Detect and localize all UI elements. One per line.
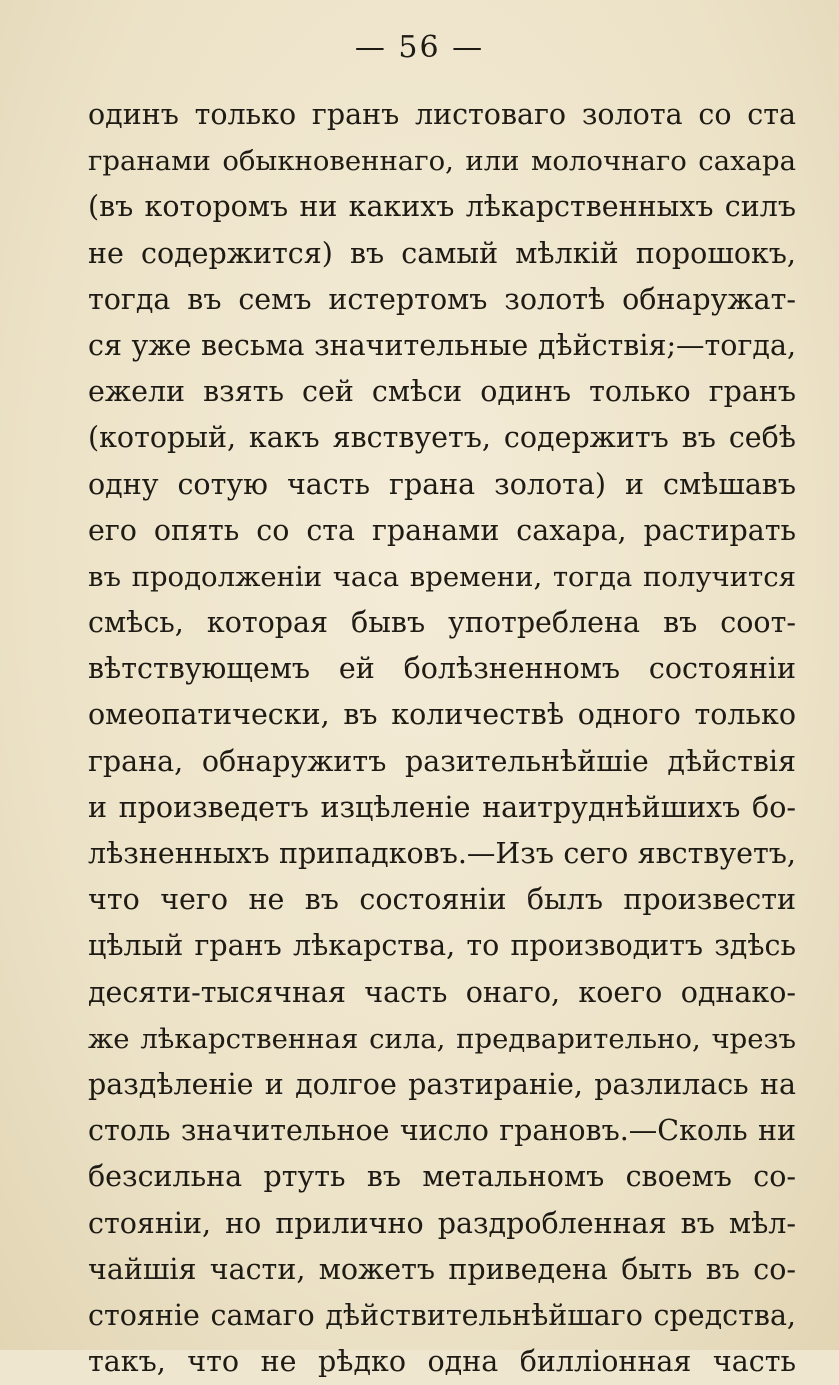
- text-line: тогда въ семъ истертомъ золотѣ обнаружат-: [88, 282, 796, 316]
- text-line: (въ которомъ ни какихъ лѣкарственныхъ силъ: [88, 190, 796, 224]
- text-line: что чего не въ состояніи былъ произвести: [88, 883, 796, 917]
- text-line: такъ, что не рѣдко одна билліонная часть: [88, 1345, 796, 1379]
- text-line: грана, обнаружитъ разительнѣйшіе дѣйствія: [88, 744, 796, 778]
- text-line: десяти-тысячная часть онаго, коего однако-: [88, 975, 796, 1009]
- page-body-text: [88, 92, 796, 1385]
- text-line: раздѣленіе и долгое разтираніе, разлилась на: [88, 1067, 796, 1101]
- text-line: не содержится) въ самый мѣлкій порошокъ,: [88, 236, 796, 270]
- text-line: ежели взять сей смѣси одинъ только гранъ: [88, 375, 796, 409]
- text-line: чайшія части, можетъ приведена быть въ со-: [88, 1252, 796, 1286]
- text-line: омеопатически, въ количествѣ одного только: [88, 698, 796, 732]
- page-number: — 56 —: [354, 30, 485, 65]
- text-line: стояніи, но прилично раздробленная въ мѣл-: [88, 1206, 796, 1240]
- text-line: его опять со ста гранами сахара, растирать: [88, 513, 796, 547]
- text-line: (который, какъ явствуетъ, содержитъ въ себѣ: [88, 421, 796, 455]
- text-line: одинъ только гранъ листоваго золота со ста: [88, 98, 796, 131]
- text-line: столь значительное число грановъ.—Сколь ни: [88, 1114, 796, 1148]
- text-line: безсильна ртуть въ метальномъ своемъ со-: [88, 1160, 796, 1194]
- text-line: вѣтствующемъ ей болѣзненномъ состояніи: [88, 652, 796, 686]
- text-line: смѣсь, которая бывъ употреблена въ соот-: [88, 606, 796, 640]
- text-line: одну сотую часть грана золота) и смѣшавъ: [88, 467, 796, 501]
- text-line: цѣлый гранъ лѣкарства, то производитъ здѣсь: [88, 929, 796, 963]
- text-line: лѣзненныхъ припадковъ.—Изъ сего явствуетъ,: [88, 837, 796, 870]
- text-line: стояніе самаго дѣйствительнѣйшаго средства,: [88, 1298, 796, 1332]
- text-line: ся уже весьма значительные дѣйствія;—тогда,: [88, 328, 796, 362]
- text-line: въ продолженіи часа времени, тогда получится: [88, 560, 796, 593]
- text-line: и произведетъ изцѣленіе наитруднѣйшихъ бо-: [88, 790, 796, 824]
- text-line: же лѣкарственная сила, предварительно, чрезъ: [88, 1022, 796, 1055]
- text-line: гранами обыкновеннаго, или молочнаго сахара: [88, 145, 796, 178]
